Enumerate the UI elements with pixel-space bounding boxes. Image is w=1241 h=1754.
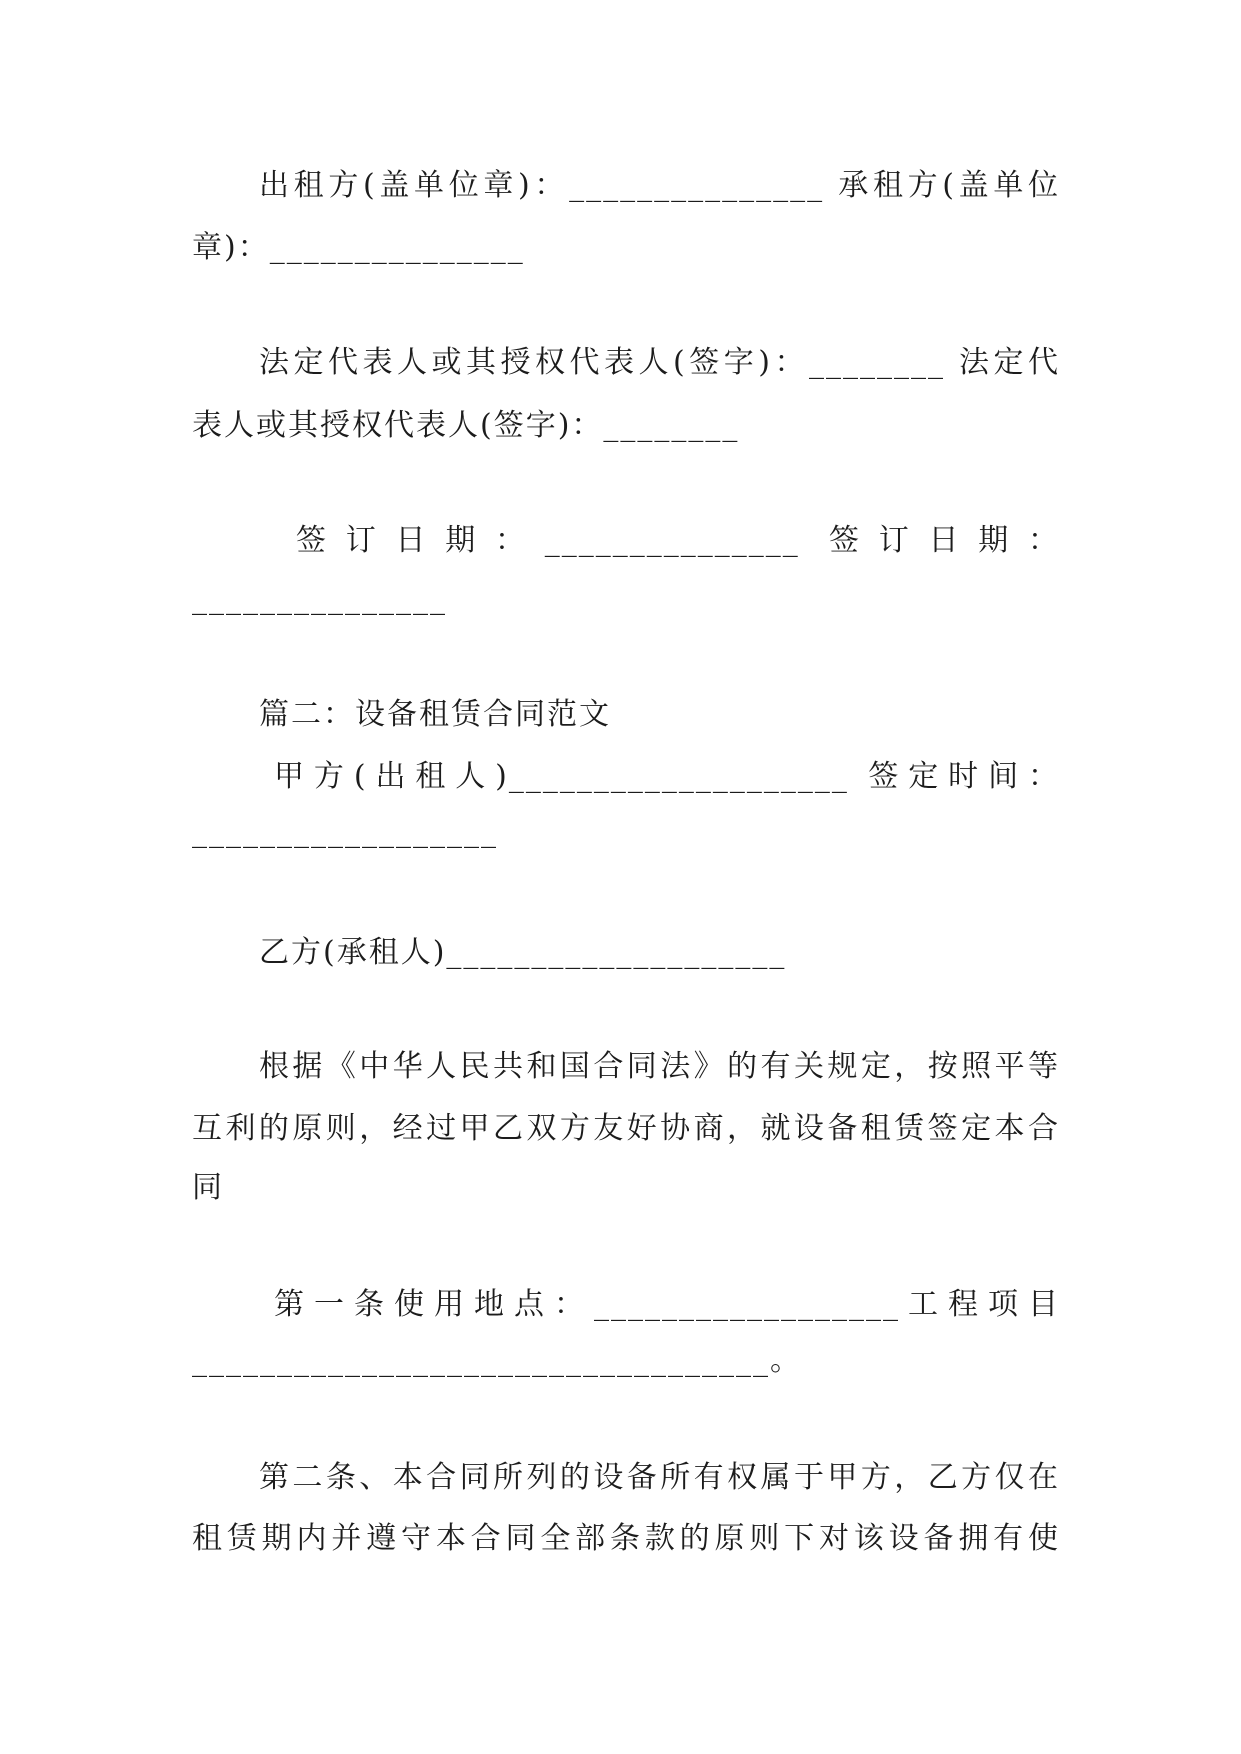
- article-2-line: 租赁期内并遵守本合同全部条款的原则下对该设备拥有使: [192, 1521, 1060, 1556]
- preamble-line: 互利的原则，经过甲乙双方友好协商，就设备租赁签定本合: [192, 1111, 1060, 1146]
- party-a-continuation: __________________: [192, 814, 498, 849]
- article-1-continuation: __________________________________。: [192, 1343, 802, 1378]
- party-a-line: 甲方(出租人)____________________ 签定时间：: [274, 759, 1060, 794]
- sign-date-line: 签订日期：_______________ 签订日期：: [296, 523, 1060, 558]
- seal-line-lessor-lessee: 出租方(盖单位章)：_______________ 承租方(盖单位: [259, 168, 1060, 203]
- party-b-line: 乙方(承租人)____________________: [259, 935, 787, 970]
- sign-date-continuation: _______________: [192, 581, 447, 616]
- representative-signature-line: 法定代表人或其授权代表人(签字)：________ 法定代: [259, 345, 1060, 380]
- section-heading: 篇二：设备租赁合同范文: [259, 697, 611, 732]
- representative-signature-continuation: 表人或其授权代表人(签字)：________: [192, 408, 740, 443]
- preamble-line: 根据《中华人民共和国合同法》的有关规定，按照平等: [259, 1049, 1060, 1084]
- seal-line-continuation: 章)：_______________: [192, 230, 525, 265]
- preamble-line: 同: [192, 1170, 224, 1205]
- article-1-line: 第一条使用地点：__________________工程项目: [274, 1287, 1060, 1322]
- article-2-line: 第二条、本合同所列的设备所有权属于甲方，乙方仅在: [259, 1460, 1060, 1495]
